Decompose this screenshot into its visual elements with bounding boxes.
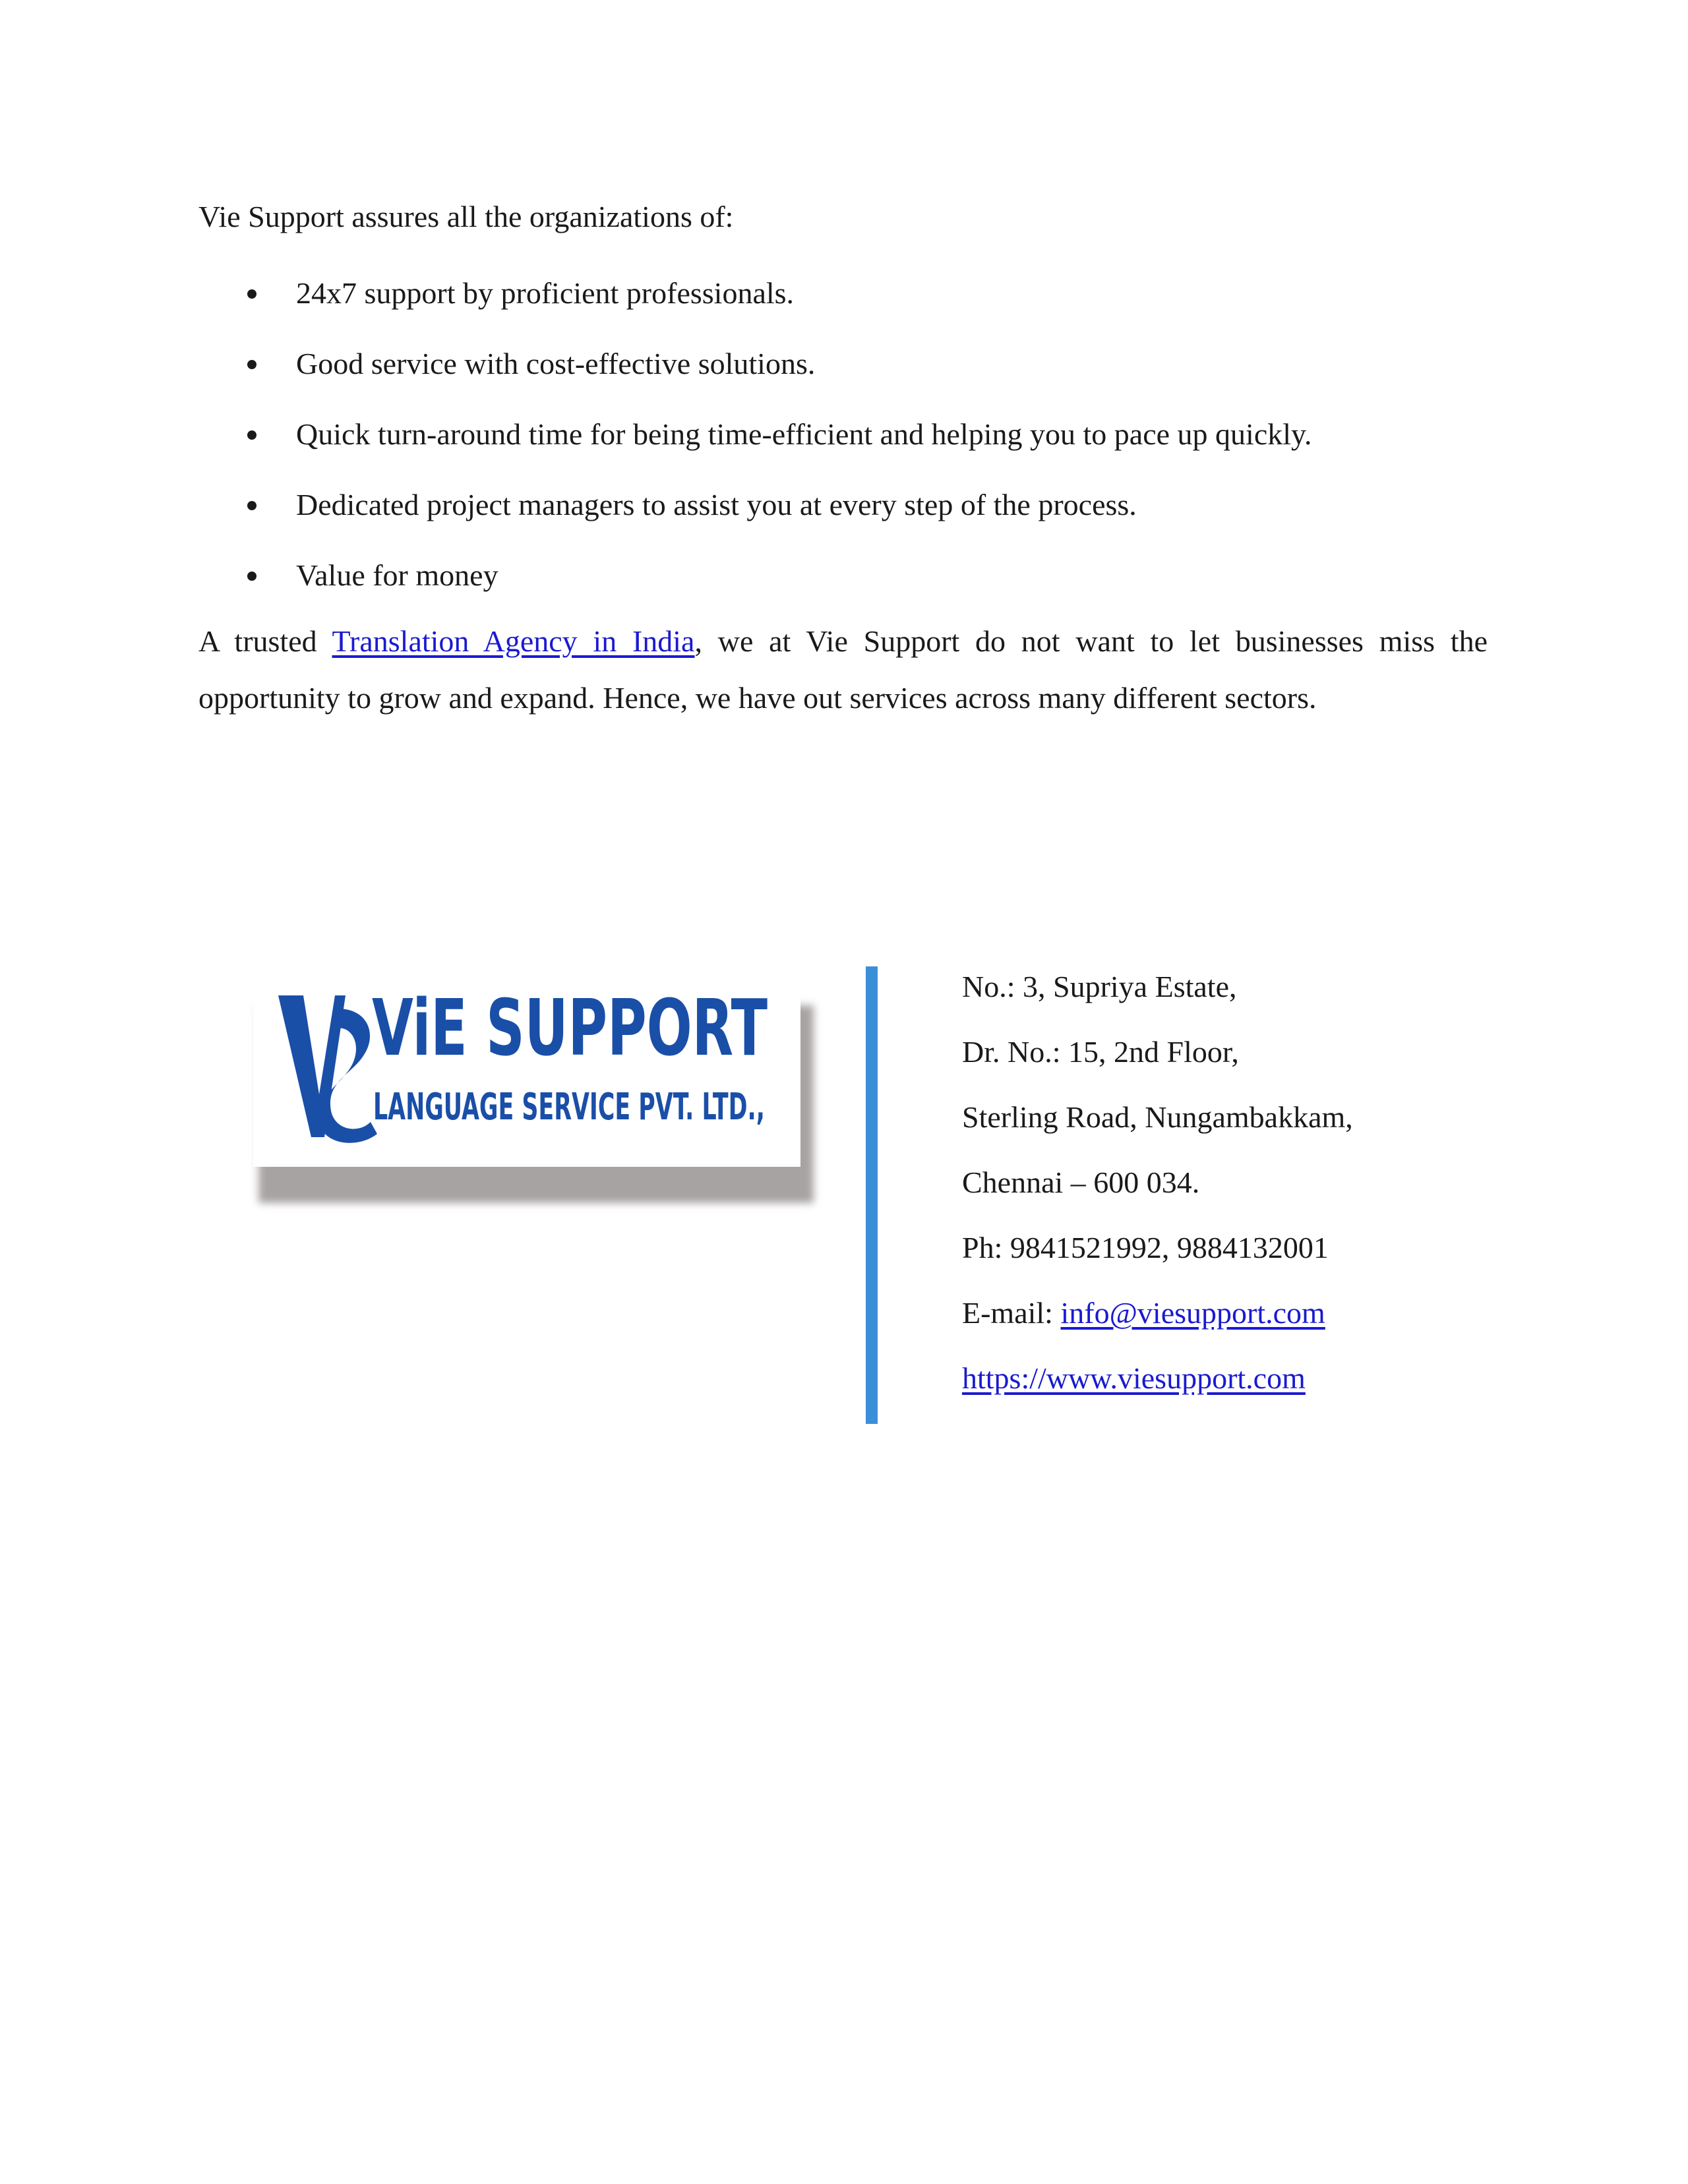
paragraph-line-2: opportunity to grow and expand. Hence, we have out services across many different sectors. <box>198 681 1317 715</box>
bullet-text: Quick turn-around time for being time-efficient and helping you to pace up quickly. <box>296 417 1312 451</box>
address-line-4: Chennai – 600 034. <box>962 1166 1200 1199</box>
vertical-divider <box>866 966 878 1424</box>
logo-name-text: ViE SUPPORT <box>372 982 768 1073</box>
paragraph-prefix: A trusted <box>198 624 332 658</box>
bullet-text: 24x7 support by proficient professionals. <box>296 276 795 310</box>
website-link[interactable]: https://www.viesupport.com <box>962 1361 1306 1395</box>
address-line-2: Dr. No.: 15, 2nd Floor, <box>962 1035 1239 1069</box>
bullet-icon <box>247 430 256 440</box>
phone-text: Ph: 9841521992, 9884132001 <box>962 1231 1329 1264</box>
bullet-icon <box>247 501 256 510</box>
logo-tagline-text: LANGUAGE SERVICE PVT. LTD., <box>373 1086 765 1129</box>
bullet-icon <box>247 289 256 299</box>
vie-support-logo <box>253 969 800 1167</box>
intro-text: Vie Support assures all the organizations of: <box>198 200 734 233</box>
email-line <box>962 1295 1325 1330</box>
email-label: E-mail: <box>962 1296 1061 1330</box>
logo-monogram-v <box>278 995 346 1137</box>
email-link[interactable]: info@viesupport.com <box>1060 1296 1325 1330</box>
body-paragraph <box>198 613 1488 726</box>
bullet-text: Good service with cost-effective solutions. <box>296 347 816 380</box>
address-line-1: No.: 3, Supriya Estate, <box>962 970 1237 1003</box>
bullet-text: Value for money <box>296 558 498 592</box>
paragraph-suffix: , we at Vie Support do not want to let businesses miss the <box>694 624 1488 658</box>
bullet-icon <box>247 360 256 369</box>
paragraph-line-1 <box>198 613 1488 670</box>
bullet-text: Dedicated project managers to assist you at every step of the process. <box>296 488 1137 521</box>
bullet-icon <box>247 572 256 581</box>
address-line-3: Sterling Road, Nungambakkam, <box>962 1100 1353 1134</box>
translation-agency-link[interactable]: Translation Agency in India <box>332 624 695 658</box>
website-line <box>962 1361 1306 1396</box>
